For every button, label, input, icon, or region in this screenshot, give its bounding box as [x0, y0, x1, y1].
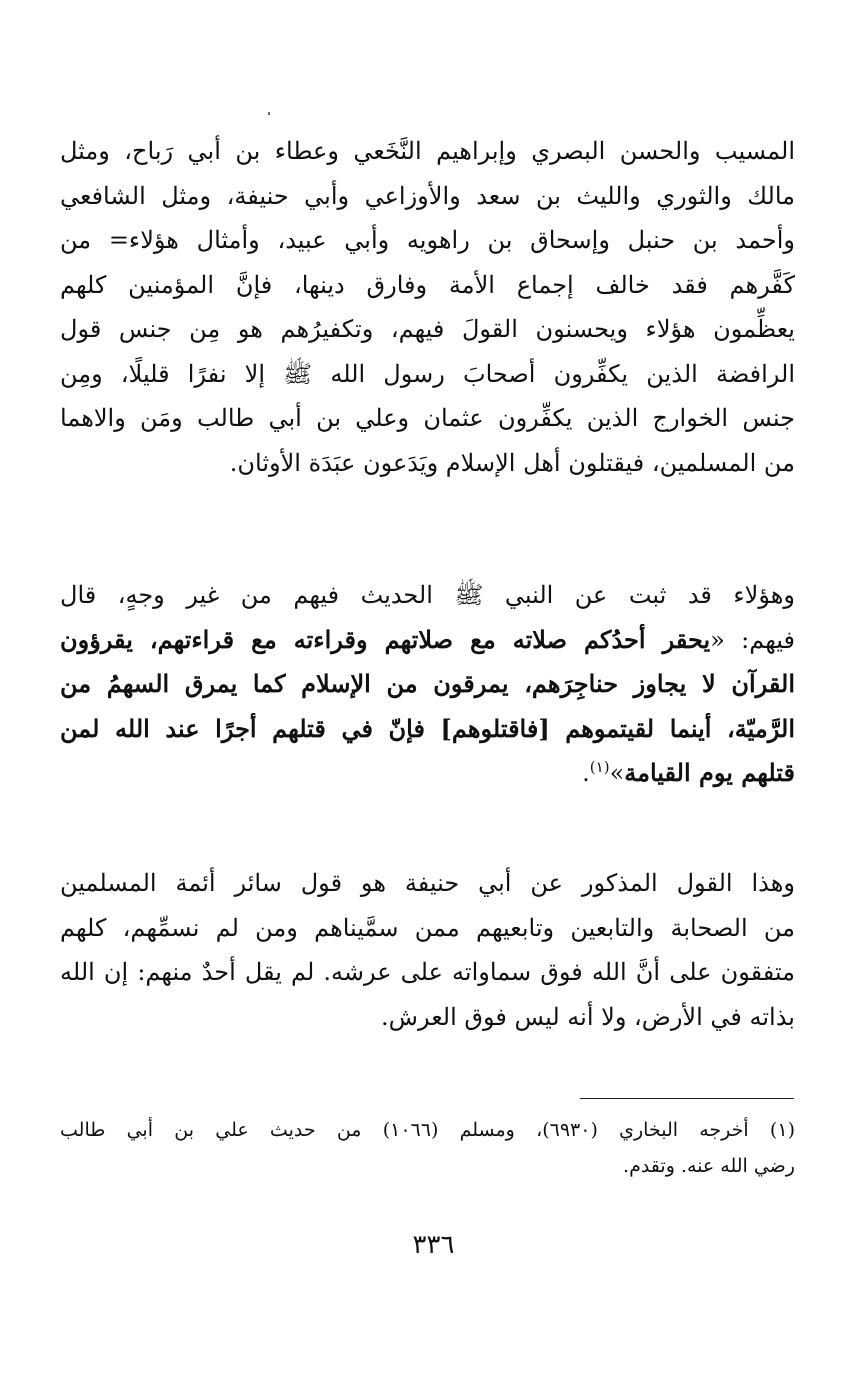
hadith-text: يحقر أحدُكم صلاته مع صلاتهم وقراءته مع قراءتهم، يقرؤون [60, 624, 711, 654]
paragraph-line [60, 618, 795, 663]
quote-close: » [609, 759, 625, 787]
hadith-text: قتلهم يوم القيامة [624, 758, 795, 787]
footnote-line: (١) أخرجه البخاري (٦٩٣٠)، ومسلم (١٠٦٦) من حديث علي بن أبي طالب [60, 1119, 795, 1141]
paragraph-3 [60, 861, 795, 1039]
paragraph-line: وهؤلاء قد ثبت عن النبي ﷺ الحديث فيهم من غير وجهٍ، قال [60, 581, 795, 609]
paragraph-line: كَفَّرهم فقد خالف إجماع الأمة وفارق دينها، فإنَّ المؤمنين كلهم [60, 270, 795, 299]
period: . [582, 759, 590, 787]
hadith-text: القرآن لا يجاوز حناجِرَهم، يمرقون من الإسلام كما يمرق السهمُ من [60, 669, 795, 698]
footnote-reference[interactable]: (١) [589, 758, 610, 776]
paragraph-line: مالك والثوري والليث بن سعد والأوزاعي وأبي حنيفة، ومثل الشافعي [60, 181, 795, 210]
paragraph-line: من المسلمين، فيقتلون أهل الإسلام ويَدَعون عبَدَة الأوثان. [229, 448, 795, 477]
paragraph-line: يعظِّمون هؤلاء ويحسنون القولَ فيهم، وتكفيرُهم هو مِن جنس قول [60, 315, 795, 343]
paragraph-line: الرافضة الذين يكفِّرون أصحابَ رسول الله ﷺ إلا نفرًا قليلًا، ومِن [60, 359, 795, 388]
hadith-text: الرَّميّة، أينما لقيتموهم [فاقتلوهم] فإنّ في قتلهم أجرًا عند الله لمن [60, 713, 795, 743]
paragraph-line: وهذا القول المذكور عن أبي حنيفة هو قول سائر أئمة المسلمين [60, 869, 795, 897]
paragraph-line [60, 751, 795, 796]
footnote [60, 1112, 795, 1184]
paragraph-line: وأحمد بن حنبل وإسحاق بن راهويه وأبي عبيد، وأمثال هؤلاء= من [60, 226, 795, 254]
paragraph-line: المسيب والحسن البصري وإبراهيم النَّخَعي وعطاء بن أبي رَباح، ومثل [60, 137, 795, 165]
paragraph-line: جنس الخوارج الذين يكفِّرون عثمان وعلي بن أبي طالب ومَن والاهما [60, 404, 795, 432]
quote-intro: فيهم: « [710, 625, 795, 654]
paragraph-1 [60, 129, 795, 485]
paragraph-line: من الصحابة والتابعين وتابعيهم ممن سمَّيناهم ومن لم نسمِّهم، كلهم [60, 913, 795, 942]
paragraph-2 [60, 573, 795, 796]
scan-speck [268, 112, 270, 115]
footnote-divider [580, 1098, 794, 1099]
footnote-line: رضي الله عنه. وتقدم. [623, 1155, 795, 1177]
paragraph-line: متفقون على أنَّ الله فوق سماواته على عرشه. لم يقل أحدٌ منهم: إن الله [60, 958, 795, 986]
page-number: ٣٣٦ [412, 1230, 455, 1260]
paragraph-line: بذاته في الأرض، ولا أنه ليس فوق العرش. [381, 1002, 795, 1031]
